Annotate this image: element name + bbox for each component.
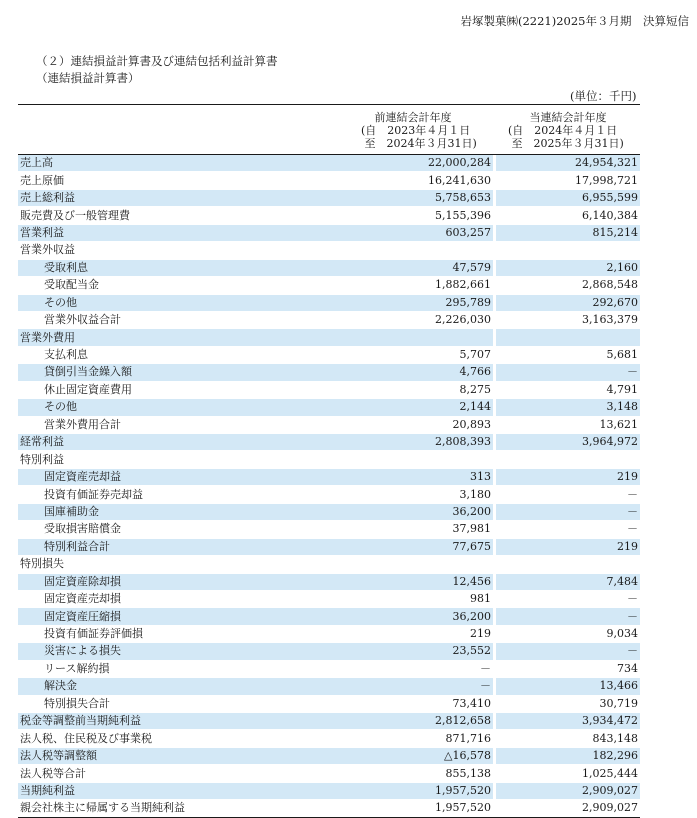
prev-period-value: 5,707 [333,346,493,363]
row-label: 営業利益 [18,224,333,241]
income-statement-table [18,104,640,818]
table-row [18,573,640,590]
prev-period-value: 855,138 [333,765,493,782]
row-label: その他 [18,399,333,416]
row-label: 固定資産除却損 [18,573,333,590]
prev-period-value: － [333,660,493,677]
table-row [18,155,640,172]
prev-period-value: 313 [333,468,493,485]
prev-period-value: 37,981 [333,521,493,538]
row-label: 法人税等合計 [18,765,333,782]
prev-period-to: 至 2024年３月31日) [361,137,477,150]
table-row [18,189,640,206]
curr-period-value: 815,214 [496,224,640,241]
curr-period-header [496,105,640,155]
prev-period-value: 981 [333,590,493,607]
prev-period-value: 603,257 [333,224,493,241]
prev-period-value: 47,579 [333,259,493,276]
label-column-header [18,105,333,155]
row-label: 経常利益 [18,434,333,451]
curr-period-value: 30,719 [496,695,640,712]
row-label: 受取利息 [18,259,333,276]
curr-period-value: 3,163,379 [496,311,640,328]
table-row [18,678,640,695]
row-label: 国庫補助金 [18,503,333,520]
table-row [18,451,640,468]
curr-period-value: 6,140,384 [496,207,640,224]
table-row [18,329,640,346]
table-row [18,434,640,451]
table-row [18,381,640,398]
row-label: 投資有価証券売却益 [18,486,333,503]
curr-period-value [496,451,640,468]
prev-period-value: 12,456 [333,573,493,590]
curr-period-value: － [496,608,640,625]
table-row [18,364,640,381]
curr-period-value: 292,670 [496,294,640,311]
row-label: 貸倒引当金繰入額 [18,364,333,381]
row-label: 売上総利益 [18,189,333,206]
table-row [18,259,640,276]
row-label: 当期純利益 [18,782,333,799]
prev-period-value: 2,812,658 [333,713,493,730]
document-header: 岩塚製菓㈱(2221)2025年３月期 決算短信 [460,14,689,28]
curr-period-value: 3,964,972 [496,434,640,451]
prev-period-value: － [333,678,493,695]
table-row [18,242,640,259]
curr-period-value: 24,954,321 [496,155,640,172]
table-row [18,695,640,712]
curr-period-value: 1,025,444 [496,765,640,782]
row-label: 営業外収益合計 [18,311,333,328]
prev-period-value: 219 [333,625,493,642]
curr-period-value: 219 [496,538,640,555]
curr-period-value: 3,148 [496,399,640,416]
table-row [18,660,640,677]
curr-period-value: 843,148 [496,730,640,747]
curr-period-title: 当連結会計年度 [529,111,607,124]
prev-period-value: 2,226,030 [333,311,493,328]
table-row [18,416,640,433]
prev-period-header [333,105,493,155]
prev-period-value: 5,155,396 [333,207,493,224]
table-row [18,713,640,730]
row-label: 支払利息 [18,346,333,363]
table-row [18,486,640,503]
prev-period-value: 16,241,630 [333,172,493,189]
curr-period-value: 17,998,721 [496,172,640,189]
prev-period-value: 871,716 [333,730,493,747]
prev-period-value: 36,200 [333,608,493,625]
table-row [18,590,640,607]
row-label: 法人税等調整額 [18,747,333,764]
table-row [18,800,640,817]
table-row [18,224,640,241]
prev-period-value: 22,000,284 [333,155,493,172]
prev-period-value: 5,758,653 [333,189,493,206]
row-label: 固定資産売却損 [18,590,333,607]
prev-period-value [333,329,493,346]
curr-period-value: 219 [496,468,640,485]
prev-period-value: 1,882,661 [333,277,493,294]
row-label: 固定資産売却益 [18,468,333,485]
row-label: 営業外費用合計 [18,416,333,433]
curr-period-value: 3,934,472 [496,713,640,730]
curr-period-value: 13,466 [496,678,640,695]
row-label: 投資有価証券評価損 [18,625,333,642]
table-row [18,608,640,625]
unit-label: (単位：千円) [570,89,637,103]
prev-period-value: 2,808,393 [333,434,493,451]
table-row [18,172,640,189]
curr-period-value: 7,484 [496,573,640,590]
table-row [18,503,640,520]
prev-period-value: 4,766 [333,364,493,381]
table-row [18,556,640,573]
prev-period-value: 77,675 [333,538,493,555]
prev-period-value: 20,893 [333,416,493,433]
curr-period-value: 182,296 [496,747,640,764]
row-label: 営業外収益 [18,242,333,259]
curr-period-value: 4,791 [496,381,640,398]
curr-period-value: － [496,643,640,660]
table-row [18,311,640,328]
row-label: 解決金 [18,678,333,695]
row-label: 販売費及び一般管理費 [18,207,333,224]
row-label: 売上高 [18,155,333,172]
row-label: 特別損失合計 [18,695,333,712]
row-label: 法人税、住民税及び事業税 [18,730,333,747]
row-label: 固定資産圧縮損 [18,608,333,625]
prev-period-value: 23,552 [333,643,493,660]
prev-period-value: 8,275 [333,381,493,398]
table-row [18,765,640,782]
curr-period-value: － [496,521,640,538]
section-subtitle: （連結損益計算書） [36,71,140,85]
table-row [18,538,640,555]
curr-period-value: 2,160 [496,259,640,276]
prev-period-from: (自 2023年４月１日 [361,124,471,137]
curr-period-value: 6,955,599 [496,189,640,206]
table-row [18,399,640,416]
curr-period-value: － [496,486,640,503]
row-label: 特別利益合計 [18,538,333,555]
curr-period-value: 734 [496,660,640,677]
table-row [18,294,640,311]
prev-period-value [333,451,493,468]
row-label: 受取損害賠償金 [18,521,333,538]
row-label: 特別利益 [18,451,333,468]
curr-period-value: 2,909,027 [496,800,640,817]
curr-period-value: － [496,503,640,520]
curr-period-value: 2,868,548 [496,277,640,294]
section-title: （２）連結損益計算書及び連結包括利益計算書 [36,54,278,68]
curr-period-value: 2,909,027 [496,782,640,799]
row-label: リース解約損 [18,660,333,677]
curr-period-value [496,329,640,346]
prev-period-value: 1,957,520 [333,800,493,817]
table-row [18,747,640,764]
table-row [18,643,640,660]
curr-period-value [496,242,640,259]
prev-period-title: 前連結会計年度 [374,111,452,124]
curr-period-from: (自 2024年４月１日 [508,124,618,137]
table-row [18,730,640,747]
curr-period-value: － [496,364,640,381]
row-label: 売上原価 [18,172,333,189]
table-row [18,782,640,799]
table-header-row [18,105,640,155]
table-row [18,468,640,485]
curr-period-value: － [496,590,640,607]
curr-period-value: 5,681 [496,346,640,363]
row-label: 特別損失 [18,556,333,573]
prev-period-value: 1,957,520 [333,782,493,799]
row-label: 受取配当金 [18,277,333,294]
table-row [18,346,640,363]
table-row [18,207,640,224]
curr-period-value [496,556,640,573]
row-label: 営業外費用 [18,329,333,346]
prev-period-value [333,556,493,573]
row-label: 税金等調整前当期純利益 [18,713,333,730]
row-label: 親会社株主に帰属する当期純利益 [18,800,333,817]
prev-period-value: 36,200 [333,503,493,520]
prev-period-value: 295,789 [333,294,493,311]
curr-period-value: 9,034 [496,625,640,642]
table-row [18,521,640,538]
prev-period-value: 73,410 [333,695,493,712]
prev-period-value [333,242,493,259]
row-label: その他 [18,294,333,311]
table-row [18,277,640,294]
prev-period-value: △16,578 [333,747,493,764]
prev-period-value: 2,144 [333,399,493,416]
curr-period-value: 13,621 [496,416,640,433]
row-label: 休止固定資産費用 [18,381,333,398]
curr-period-to: 至 2025年３月31日) [508,137,624,150]
table-row [18,625,640,642]
row-label: 災害による損失 [18,643,333,660]
prev-period-value: 3,180 [333,486,493,503]
